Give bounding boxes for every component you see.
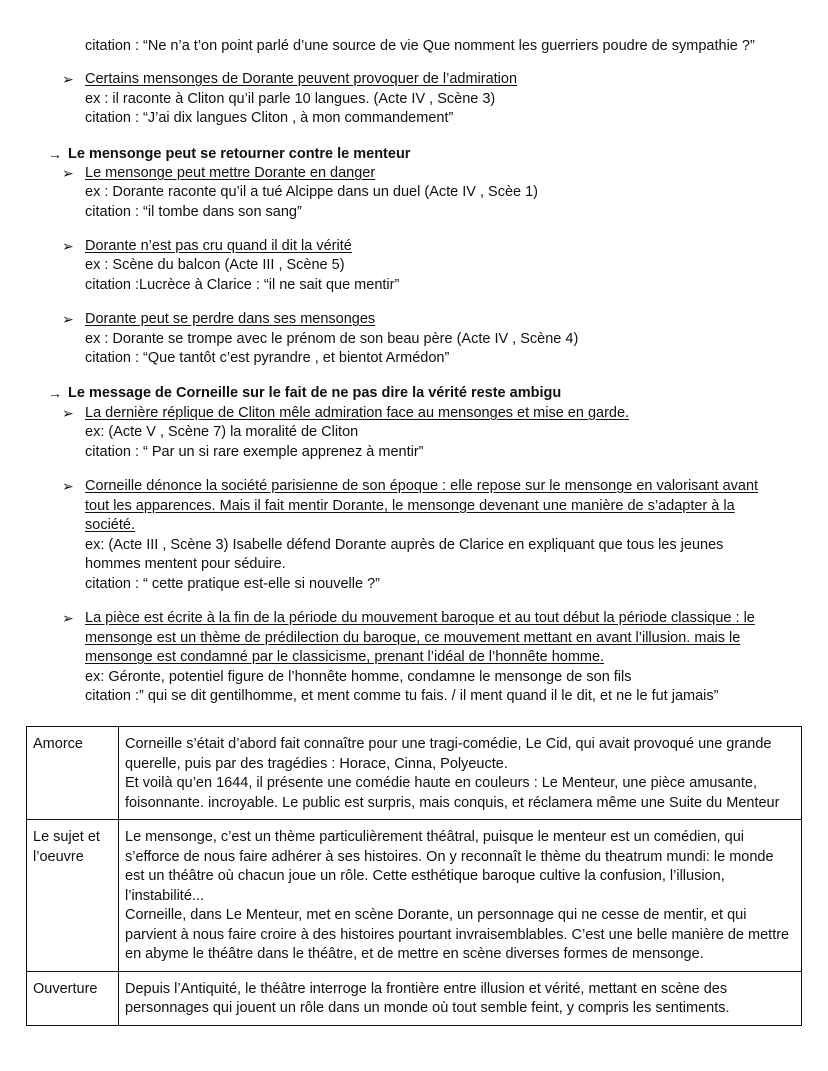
section2-bullet2-title-line3: société. xyxy=(85,517,135,533)
point1-citation: citation : “J’ai dix langues Cliton , à mon commandement” xyxy=(85,110,454,126)
section2-bullet3-example: ex: Géronte, potentiel figure de l’honnête homme, condamne le mensonge de son fils xyxy=(85,669,632,685)
table-row xyxy=(27,971,802,1025)
ouverture-paragraph: Depuis l’Antiquité, le théâtre interroge la frontière entre illusion et vérité, mettant en scène des personnages qui jouent un rôle dans un monde où tout semble feint, y compris les sentiments. xyxy=(125,980,730,1016)
sujet-paragraph-2: Corneille, dans Le Menteur, met en scène Dorante, un personnage qui ne cesse de mentir, et qui parvient à nous faire croire à des histoires pourtant invraisemblables. C’est une belle manière de mettre en abyme le théâtre dans le théâtre, et de mettre en scène diverses formes de mensonge. xyxy=(125,907,790,962)
section1-bullet2-example: ex : Scène du balcon (Acte III , Scène 5) xyxy=(85,257,345,273)
section1-bullet3-title: Dorante peut se perdre dans ses mensonges xyxy=(85,311,376,327)
bullet-arrow-icon: ➢ xyxy=(62,610,74,626)
section2-bullet2-example-line1: ex: (Acte III , Scène 3) Isabelle défend Dorante auprès de Clarice en expliquant que tous les jeunes xyxy=(85,537,724,553)
section2-heading: Le message de Corneille sur le fait de ne pas dire la vérité reste ambigu xyxy=(68,385,562,401)
table-row xyxy=(27,820,802,972)
section2-bullet3-title-line2: mensonge est un thème de prédilection du baroque, ce mouvement mettant en avant l’illusion. mais le xyxy=(85,630,741,646)
row-label-amorce: Amorce xyxy=(27,727,119,820)
section2-bullet2-title-line2: tout les apparences. Mais il fait mentir Dorante, le mensonge devenant une manière de s’adapter à la xyxy=(85,498,735,514)
sujet-paragraph-1: Le mensonge, c’est un thème particulièrement théâtral, puisque le menteur est un comédien, qui s’efforce de nous faire adhérer à ses histoires. On y reconnaît le thème du theatrum mundi: le monde est un théâtre où chacun joue un rôle. Cette esthétique baroque cultive la confusion, l’illusion, l’instabilité... xyxy=(125,829,774,904)
point1-title: Certains mensonges de Dorante peuvent provoquer de l’admiration xyxy=(85,71,518,87)
heading-arrow-icon: → xyxy=(48,146,62,162)
section2-bullet3-title-line3: mensonge est condamné par le classicisme, prenant l’idéal de l’honnête homme. xyxy=(85,649,605,665)
bullet-arrow-icon: ➢ xyxy=(62,165,74,181)
section2-bullet1-citation: citation : “ Par un si rare exemple apprenez à mentir” xyxy=(85,444,424,460)
section2-bullet1-title: La dernière réplique de Cliton mêle admiration face au mensonges et mise en garde. xyxy=(85,405,630,421)
amorce-paragraph-2: Et voilà qu’en 1644, il présente une comédie haute en couleurs : Le Menteur, une pièce amusante, foisonnante. incroyable. Le public est surpris, mais conquis, et réclamera même une Suite du Menteur xyxy=(125,775,780,811)
section2-bullet1-example: ex: (Acte V , Scène 7) la moralité de Cliton xyxy=(85,424,359,440)
section1-bullet2-title: Dorante n’est pas cru quand il dit la vérité xyxy=(85,238,352,254)
section1-bullet1-title: Le mensonge peut mettre Dorante en danger xyxy=(85,165,376,181)
section1-heading: Le mensonge peut se retourner contre le menteur xyxy=(68,146,411,162)
heading-arrow-icon: → xyxy=(48,385,62,401)
point1-example: ex : il raconte à Cliton qu’il parle 10 langues. (Acte IV , Scène 3) xyxy=(85,91,496,107)
bullet-arrow-icon: ➢ xyxy=(62,71,74,87)
section1-bullet2-citation: citation :Lucrèce à Clarice : “il ne sait que mentir” xyxy=(85,277,400,293)
section2-bullet2-title-line1: Corneille dénonce la société parisienne de son époque : elle repose sur le mensonge en valorisant avant xyxy=(85,478,759,494)
section1-bullet1-example: ex : Dorante raconte qu’il a tué Alcippe dans un duel (Acte IV , Scèe 1) xyxy=(85,184,538,200)
bullet-arrow-icon: ➢ xyxy=(62,311,74,327)
amorce-paragraph-1: Corneille s’était d’abord fait connaître pour une tragi-comédie, Le Cid, qui avait provoqué une grande querelle, puis par des tragédies : Horace, Cinna, Polyeucte. xyxy=(125,736,772,772)
row-label-sujet: Le sujet et l’oeuvre xyxy=(27,820,119,972)
row-content-sujet xyxy=(119,820,802,972)
row-label-ouverture: Ouverture xyxy=(27,971,119,1025)
section2-bullet3-citation: citation :” qui se dit gentilhomme, et ment comme tu fais. / il ment quand il le dit, et ne le fut jamais” xyxy=(85,688,719,704)
bullet-arrow-icon: ➢ xyxy=(62,405,74,421)
row-content-amorce xyxy=(119,727,802,820)
bullet-arrow-icon: ➢ xyxy=(62,478,74,494)
intro-citation: citation : “Ne n’a t’on point parlé d’une source de vie Que nomment les guerriers poudre de sympathie ?” xyxy=(85,38,755,54)
section1-bullet3-example: ex : Dorante se trompe avec le prénom de son beau père (Acte IV , Scène 4) xyxy=(85,331,579,347)
bullet-arrow-icon: ➢ xyxy=(62,238,74,254)
section1-bullet3-citation: citation : “Que tantôt c’est pyrandre , et bientot Armédon” xyxy=(85,350,450,366)
section2-bullet2-example-line2: hommes mentent pour séduire. xyxy=(85,556,286,572)
row-content-ouverture xyxy=(119,971,802,1025)
section2-bullet2-citation: citation : “ cette pratique est-elle si nouvelle ?” xyxy=(85,576,380,592)
section2-bullet3-title-line1: La pièce est écrite à la fin de la période du mouvement baroque et au tout début la période classique : le xyxy=(85,610,755,626)
summary-table xyxy=(26,726,802,1026)
table-row xyxy=(27,727,802,820)
section1-bullet1-citation: citation : “il tombe dans son sang” xyxy=(85,204,302,220)
